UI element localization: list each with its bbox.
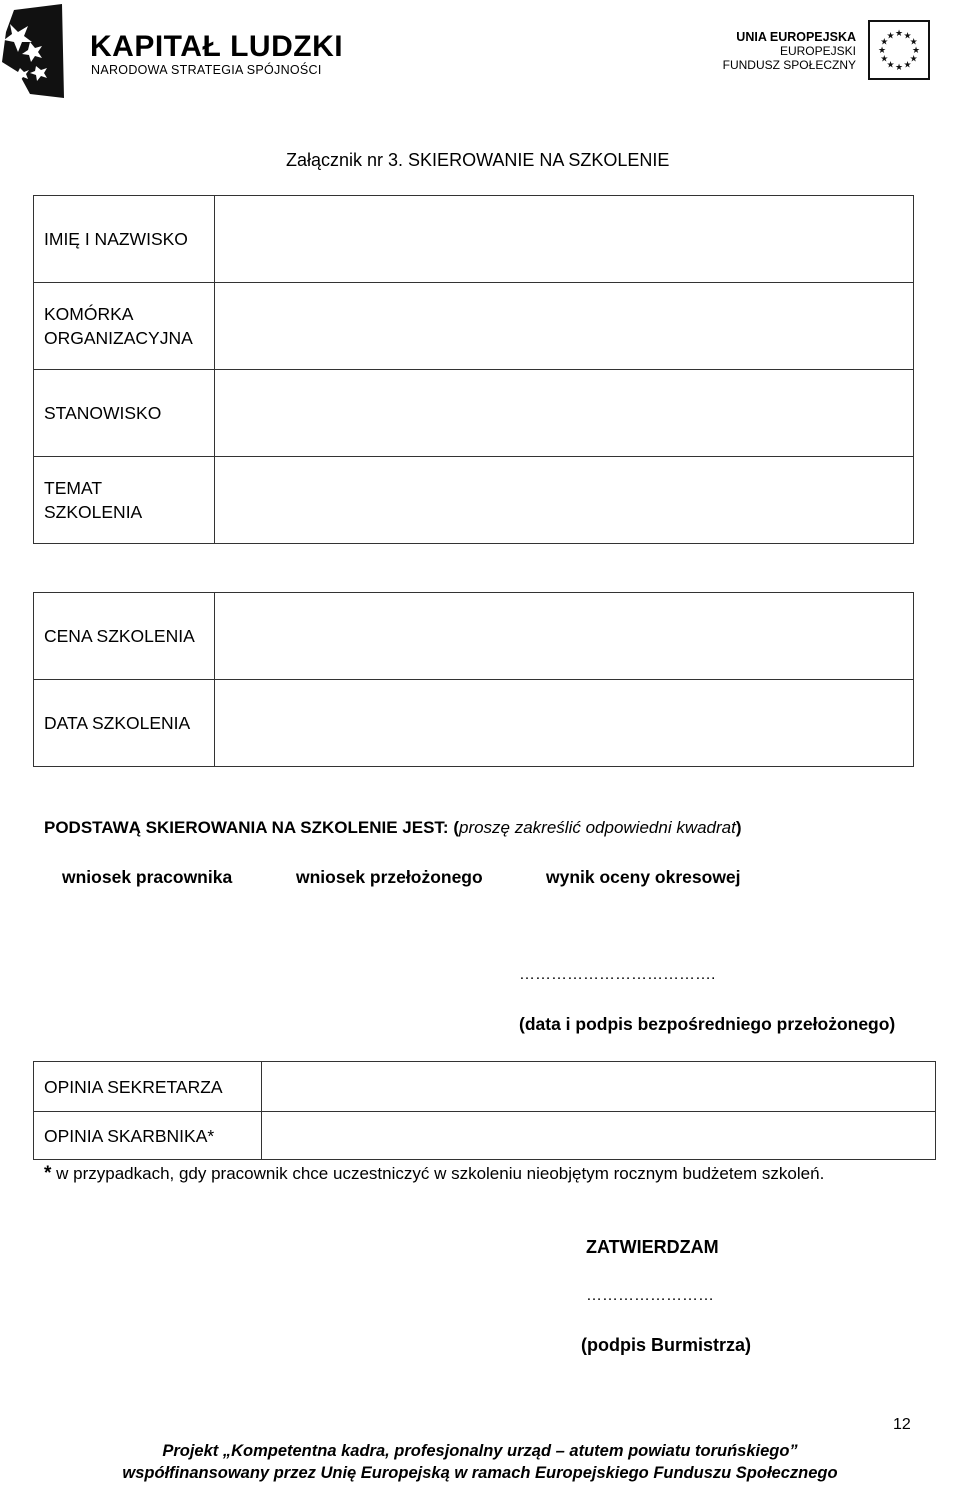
price-field[interactable] <box>215 593 914 680</box>
eu-star-icon: ★ <box>903 31 912 42</box>
logo-subtitle: NARODOWA STRATEGIA SPÓJNOŚCI <box>91 63 322 77</box>
eu-star-icon: ★ <box>909 54 918 65</box>
opinions-table <box>33 1061 936 1160</box>
table-row <box>34 1112 936 1160</box>
price-label: CENA SZKOLENIA <box>34 593 215 680</box>
footer-funding-line: współfinansowany przez Unię Europejską w ramach Europejskiego Funduszu Społecznego <box>122 1464 838 1482</box>
eu-flag-icon <box>868 20 930 80</box>
eu-star-icon: ★ <box>880 37 889 48</box>
basis-hint-text: proszę zakreślić odpowiedni kwadrat <box>458 818 736 837</box>
date-field[interactable] <box>215 680 914 767</box>
table-row <box>34 457 914 544</box>
footnote <box>44 1163 824 1185</box>
table-row <box>34 1062 936 1112</box>
treasurer-opinion-label: OPINIA SKARBNIKA* <box>34 1112 262 1160</box>
eu-star-icon: ★ <box>894 29 904 39</box>
table-row <box>34 593 914 680</box>
mayor-signature-caption: (podpis Burmistrza) <box>581 1335 752 1355</box>
treasurer-opinion-field[interactable] <box>262 1112 936 1160</box>
option-periodic-review[interactable]: wynik oceny okresowej <box>546 867 741 887</box>
basis-heading <box>44 818 742 838</box>
name-label: IMIĘ I NAZWISKO <box>34 196 215 283</box>
supervisor-signature-line: ………………………………. <box>519 966 716 983</box>
supervisor-signature-caption: (data i podpis bezpośredniego przełożonego) <box>519 1014 896 1034</box>
table-row <box>34 680 914 767</box>
training-topic-field[interactable] <box>215 457 914 544</box>
table-row <box>34 283 914 370</box>
name-field[interactable] <box>215 196 914 283</box>
date-label: DATA SZKOLENIA <box>34 680 215 767</box>
eu-logo-text <box>723 30 856 72</box>
department-label: KOMÓRKA ORGANIZACYJNA <box>34 283 215 370</box>
eu-star-icon: ★ <box>877 46 887 56</box>
eu-star-icon: ★ <box>909 37 918 48</box>
table-row <box>34 196 914 283</box>
position-field[interactable] <box>215 370 914 457</box>
table-row <box>34 370 914 457</box>
eu-star-icon: ★ <box>886 60 895 71</box>
mayor-signature-line: …………………… <box>586 1287 714 1304</box>
training-topic-label: TEMAT SZKOLENIA <box>34 457 215 544</box>
eu-star-icon: ★ <box>903 60 912 71</box>
basis-hint <box>453 818 741 837</box>
logo-title: KAPITAŁ LUDZKI <box>90 30 344 63</box>
position-label: STANOWISKO <box>34 370 215 457</box>
eu-logo-line1: UNIA EUROPEJSKA <box>736 30 856 44</box>
footnote-text: w przypadkach, gdy pracownik chce uczestniczyć w szkoleniu nieobjętym rocznym budżetem szkoleń. <box>51 1164 825 1183</box>
footer-project-line: Projekt „Kompetentna kadra, profesjonalny urząd – atutem powiatu toruńskiego” <box>162 1442 798 1460</box>
department-field[interactable] <box>215 283 914 370</box>
basis-label: PODSTAWĄ SKIEROWANIA NA SZKOLENIE JEST: <box>44 818 449 837</box>
eu-logo-line3: FUNDUSZ SPOŁECZNY <box>722 58 856 72</box>
eu-star-icon: ★ <box>911 46 921 56</box>
training-details-table <box>33 592 914 767</box>
eu-star-icon: ★ <box>894 63 904 73</box>
page-number: 12 <box>893 1416 911 1433</box>
footnote-star: * <box>44 1163 52 1184</box>
hint-paren-close: ) <box>735 818 742 837</box>
eu-star-icon: ★ <box>886 31 895 42</box>
page-title: Załącznik nr 3. SKIEROWANIE NA SZKOLENIE <box>286 150 670 170</box>
secretary-opinion-label: OPINIA SEKRETARZA <box>34 1062 262 1112</box>
approval-label: ZATWIERDZAM <box>586 1237 719 1257</box>
option-supervisor-request[interactable]: wniosek przełożonego <box>296 867 483 887</box>
eu-star-icon: ★ <box>880 54 889 65</box>
secretary-opinion-field[interactable] <box>262 1062 936 1112</box>
employee-table <box>33 195 914 544</box>
hint-paren-open: ( <box>453 818 459 837</box>
kapital-ludzki-logo-icon <box>0 2 66 98</box>
eu-logo-line2: EUROPEJSKI <box>779 44 856 58</box>
option-employee-request[interactable]: wniosek pracownika <box>62 867 233 887</box>
